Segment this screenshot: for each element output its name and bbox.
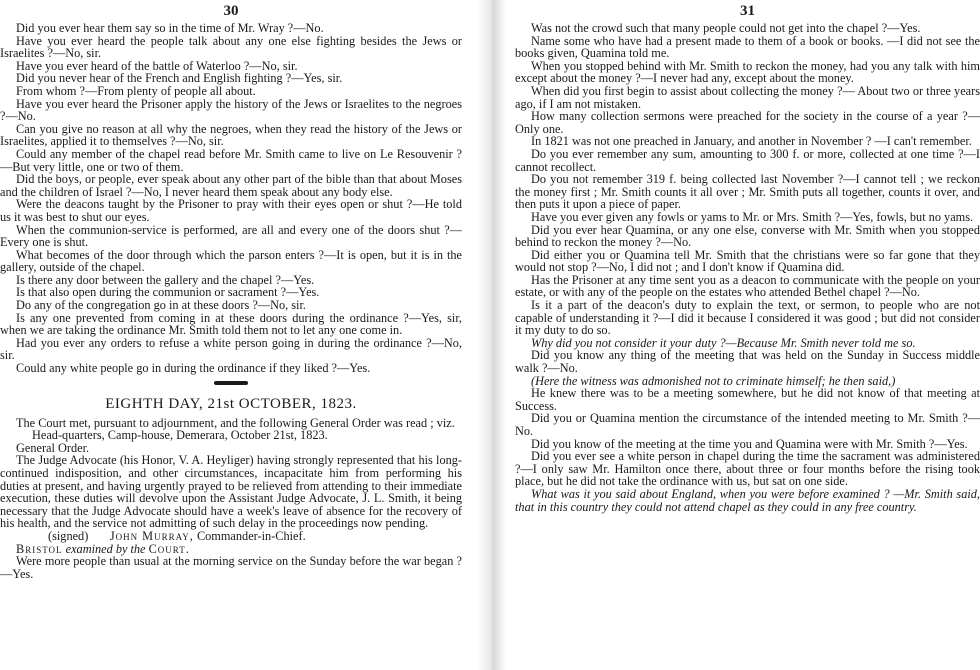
testimony-paragraph: Is there any door between the gallery and the chapel ?—Yes. xyxy=(16,272,315,287)
examined-name: Bristol xyxy=(16,541,63,556)
testimony-paragraph: Has the Prisoner at any time sent you as a deacon to communicate with the people on your estate, or with any of the people on the estates who attended Bethel chapel ?—No. xyxy=(515,272,980,300)
testimony-paragraph: Have you ever heard the Prisoner apply the history of the Jews or Israelites to the negroes ?—No. xyxy=(0,96,462,124)
testimony-paragraph: Was not the crowd such that many people could not get into the chapel ?—Yes. xyxy=(531,21,921,35)
left-page xyxy=(0,0,462,670)
testimony-paragraph: What becomes of the door through which the parson enters ?—It is open, but it is in the gallery, outside of the chapel. xyxy=(0,247,462,275)
testimony-paragraph: Did you ever see a white person in chapel during the time the sacrament was administered ?—I only saw Mr. Hamilton once there, about three or four months before the rising took place, but he did not take the ordinance with us, but sat on one side. xyxy=(515,449,980,489)
testimony-paragraph: Did you know any thing of the meeting that was held on the Sunday in Success middle walk ?—No. xyxy=(515,348,980,376)
testimony-paragraph: Is it a part of the deacon's duty to explain the text, or sermon, to people who are not capable of understanding it ?—I did it because I considered it was good ; but did not consider it my duty to do so. xyxy=(515,298,980,338)
page-number-right: 31 xyxy=(740,3,755,19)
testimony-paragraph: Did you ever hear Quamina, or any one else, converse with Mr. Smith when you stopped behind to reckon the money ?—No. xyxy=(515,222,980,250)
signed-name: John Murray, xyxy=(109,528,194,543)
testimony-paragraph: Did the boys, or people, ever speak about any other part of the bible than that about Moses and the children of Israel ?—No, I never heard them speak about any body else. xyxy=(0,172,462,199)
italic-note: (Here the witness was admonished not to criminate himself; he then said,) xyxy=(531,373,896,388)
testimony-paragraph: Did you know of the meeting at the time you and Quamina were with Mr. Smith ?—Yes. xyxy=(531,436,968,451)
section-divider xyxy=(214,381,248,385)
testimony-paragraph: Do you not remember 319 f. being collected last November ?—I cannot tell ; we reckon the money first ; Mr. Smith counts it all over ; Mr. Smith puts all together, counts it over, and then puts it upon a piece of paper. xyxy=(515,172,980,212)
testimony-paragraph: Did you or Quamina mention the circumstance of the intended meeting to Mr. Smith ?—No. xyxy=(515,411,980,438)
testimony-block-left xyxy=(0,22,462,375)
right-page xyxy=(515,0,980,670)
examined-court: Court. xyxy=(148,541,190,556)
testimony-paragraph: Can you give no reason at all why the negroes, when they read the history of the Jews or Israelites, applied it to themselves ?—No, sir. xyxy=(0,121,462,149)
testimony-paragraph: Have you ever given any fowls or yams to Mr. or Mrs. Smith ?—Yes, fowls, but no yams. xyxy=(531,209,974,224)
testimony-paragraph: Could any member of the chapel read before Mr. Smith came to live on Le Resouvenir ?—But very little, one or two of them. xyxy=(0,146,462,174)
testimony-paragraph: Did you never hear of the French and English fighting ?—Yes, sir. xyxy=(16,71,343,86)
testimony-paragraph: He knew there was to be a meeting somewhere, but he did not know of that meeting at Success. xyxy=(515,386,980,413)
page-number-left: 30 xyxy=(223,3,239,19)
testimony-block-right-c xyxy=(515,387,980,488)
day-heading: EIGHTH DAY, 21st OCTOBER, 1823. xyxy=(105,395,357,412)
testimony-paragraph: From whom ?—From plenty of people all about. xyxy=(16,83,256,98)
testimony-paragraph: Is that also open during the communion or sacrament ?—Yes. xyxy=(16,285,320,300)
testimony-paragraph: When you stopped behind with Mr. Smith to reckon the money, had you any talk with him except about the money ?—I never had any, except about the money. xyxy=(515,58,980,86)
general-order-label: General Order. xyxy=(16,440,90,455)
testimony-paragraph: Could any white people go in during the ordinance if they liked ?—Yes. xyxy=(16,361,371,376)
testimony-paragraph: Have you ever heard of the battle of Waterloo ?—No, sir. xyxy=(16,58,298,73)
testimony-paragraph: Name some who have had a present made to them of a book or books. —I did not see the books given, Quamina told me. xyxy=(515,33,980,61)
testimony-paragraph: Have you ever heard the people talk about any one else fighting besides the Jews or Israelites ?—No, sir. xyxy=(0,33,462,61)
testimony-paragraph: Were the deacons taught by the Prisoner to pray with their eyes open or shut ?—He told us it was best to shut our eyes. xyxy=(0,197,462,224)
testimony-paragraph: When did you first begin to assist about collecting the money ?— About two or three years ago, if I am not mistaken. xyxy=(515,83,980,111)
testimony-paragraph: When the communion-service is performed, are all and every one of the doors shut ?—Every one is shut. xyxy=(0,222,462,250)
italic-question-2: What was it you said about England, when you were before examined ? —Mr. Smith said, that in this country they could not attend chapel as they could in any free country. xyxy=(515,486,980,514)
testimony-paragraph: Did either you or Quamina tell Mr. Smith that the christians were so far gone that they would not stop ?—No, I did not ; and I don't know if Quamina did. xyxy=(515,247,980,275)
testimony-paragraph: Did you ever hear them say so in the time of Mr. Wray ?—No. xyxy=(16,21,324,35)
testimony-paragraph: Is any one prevented from coming in at these doors during the ordinance ?—Yes, sir, when we are taking the ordinance Mr. Smith told them not to let any one come in. xyxy=(0,310,462,338)
testimony-paragraph: Had you ever any orders to refuse a white person going in during the ordinance ?—No, sir. xyxy=(0,335,462,363)
last-question: Were more people than usual at the morning service on the Sunday before the war began ?—Yes. xyxy=(0,554,462,581)
testimony-paragraph: Do you ever remember any sum, amounting to 300 f. or more, collected at one time ?—I cannot recollect. xyxy=(515,146,980,174)
judge-advocate-paragraph: The Judge Advocate (his Honor, V. A. Heyliger) having strongly represented that his long-continued indisposition, and other circumstances, incapacitate him from performing his duties at present, and having urgently prayed to be relieved from attending to their immediate execution, these duties will devolve upon the Assistant Judge Advocate, J. L. Smith, it being necessary that the Judge Advocate should have a week's leave of absence for the recovery of his health, and the service not admitting of such delay in the proceedings now pending. xyxy=(0,453,462,531)
court-met-paragraph: The Court met, pursuant to adjournment, and the following General Order was read ; viz. xyxy=(16,415,455,430)
testimony-block-right-a xyxy=(515,22,980,337)
headquarters-line: Head-quarters, Camp-house, Demerara, October 21st, 1823. xyxy=(32,428,328,443)
signed-title: Commander-in-Chief. xyxy=(196,528,306,543)
testimony-paragraph: Do any of the congregation go in at these doors ?—No, sir. xyxy=(16,298,306,313)
examined-text: examined by the xyxy=(65,541,146,556)
testimony-block-right-b xyxy=(515,349,980,374)
book-gutter xyxy=(478,0,506,670)
signed-label: (signed) xyxy=(48,528,89,543)
italic-question-1: Why did you not consider it your duty ?—Because Mr. Smith never told me so. xyxy=(531,335,916,350)
testimony-paragraph: How many collection sermons were preached for the society in the course of a year ?—Only one. xyxy=(515,109,980,136)
testimony-paragraph: In 1821 was not one preached in January, and another in November ? —I can't remember. xyxy=(531,134,972,149)
